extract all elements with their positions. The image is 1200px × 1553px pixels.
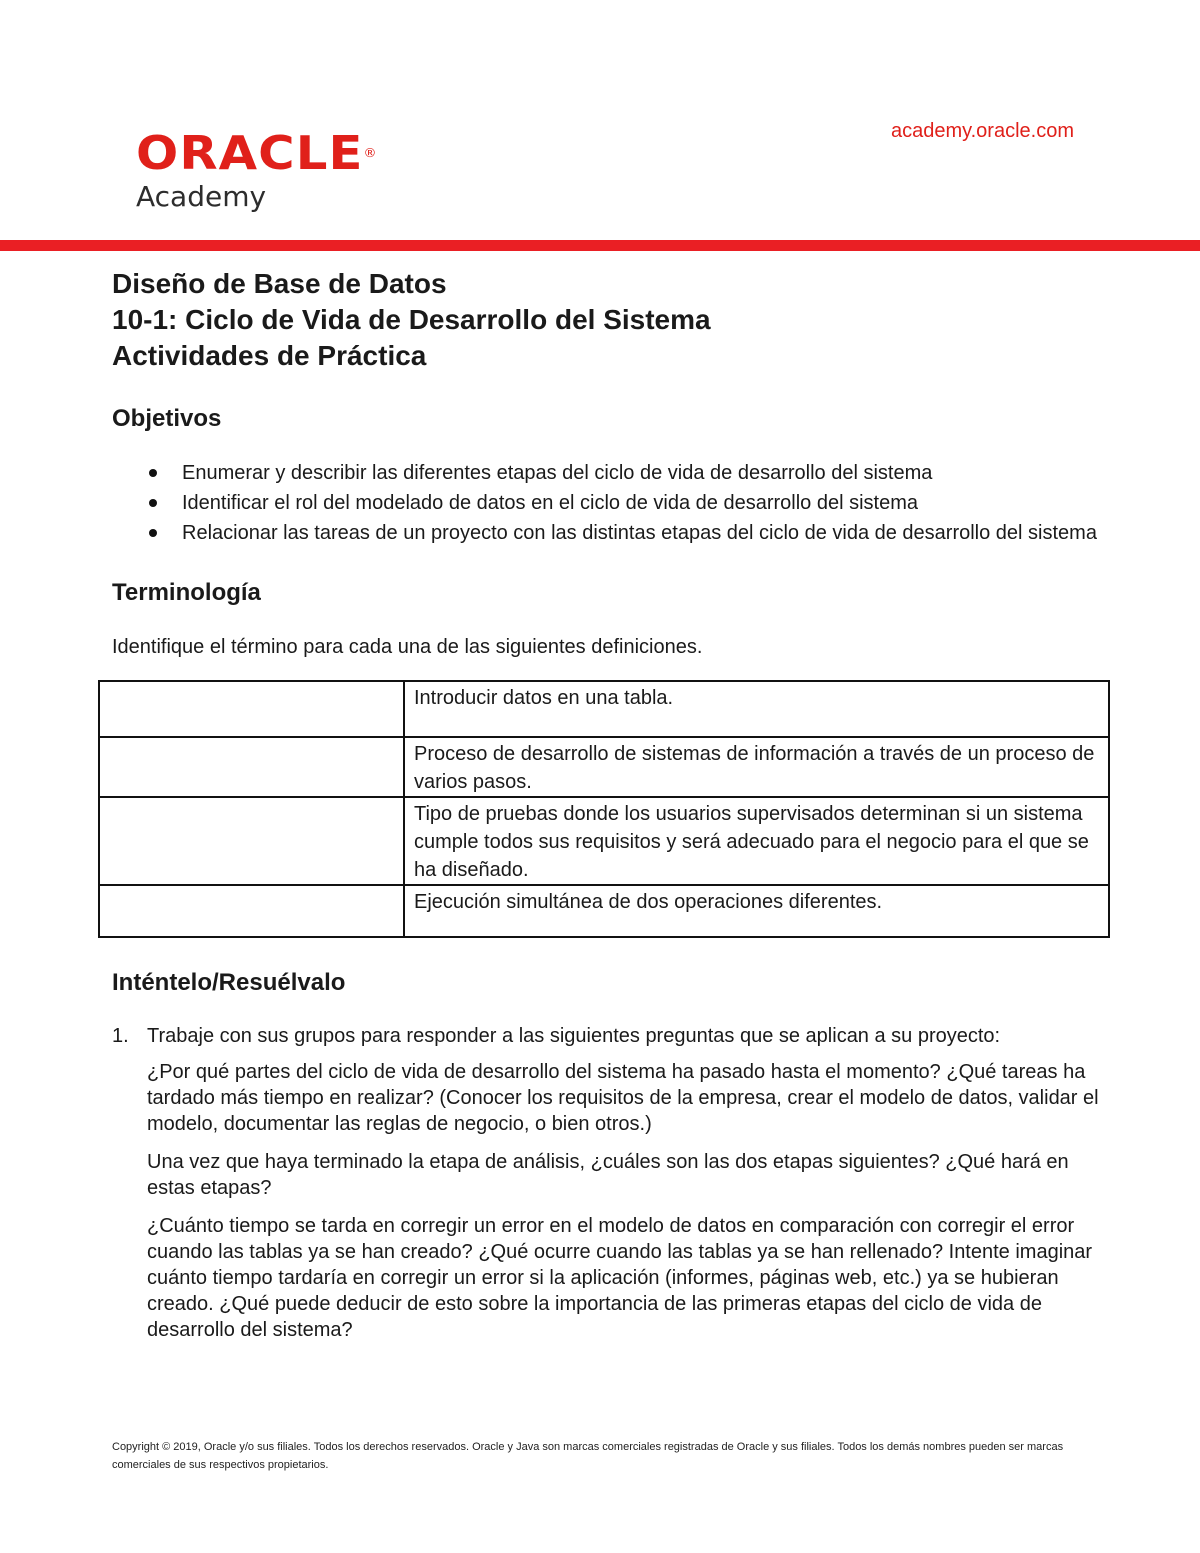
practice-heading: Inténtelo/Resuélvalo [112,969,346,996]
definition-cell: Ejecución simultánea de dos operaciones diferentes. [404,885,1109,937]
table-row [99,797,1109,885]
objective-item: Identificar el rol del modelado de datos en el ciclo de vida de desarrollo del sistema [182,490,1102,516]
oracle-academy-logo [136,126,378,213]
activity-title: Actividades de Práctica [112,340,427,371]
question-paragraph: ¿Cuánto tiempo se tarda en corregir un error en el modelo de datos en comparación con corregir el error cuando las tablas ya se han creado? ¿Qué ocurre cuando las tablas ya se han rellenado? Intente imaginar cuánto tiempo tardaría en corregir un error si la aplicación (informes, páginas web, etc.) ya se hubieran creado. ¿Qué puede deducir de esto sobre la importancia de las primeras etapas del ciclo de vida de desarrollo del sistema? [147,1215,1093,1341]
question-body [147,1023,1102,1343]
question-paragraph: Una vez que haya terminado la etapa de análisis, ¿cuáles son las dos etapas siguientes? ¿Qué hará en estas etapas? [147,1151,1069,1199]
question-number: 1. [112,1025,129,1047]
term-answer-cell[interactable] [99,797,404,885]
definition-cell: Introducir datos en una tabla. [404,681,1109,737]
terminology-table [98,680,1110,938]
terminology-heading: Terminología [112,579,261,606]
header-divider [0,240,1200,251]
logo-wordmark: ORACLE® [136,126,378,180]
terminology-instruction: Identifique el término para cada una de las siguientes definiciones. [112,636,703,658]
document-body [112,266,1102,660]
objective-item: Enumerar y describir las diferentes etapas del ciclo de vida de desarrollo del sistema [182,460,1102,486]
definition-cell: Proceso de desarrollo de sistemas de información a través de un proceso de varios pasos. [404,737,1109,797]
course-title: Diseño de Base de Datos [112,268,447,299]
lesson-title: 10-1: Ciclo de Vida de Desarrollo del Sistema [112,304,711,335]
term-answer-cell[interactable] [99,681,404,737]
logo-registered-mark: ® [363,146,378,160]
question-lead: Trabaje con sus grupos para responder a las siguientes preguntas que se aplican a su proyecto: [147,1025,1001,1047]
term-answer-cell[interactable] [99,885,404,937]
copyright-footer: Copyright © 2019, Oracle y/o sus filiales. Todos los derechos reservados. Oracle y Java son marcas comerciales registradas de Oracle y sus filiales. Todos los demás nombres pueden ser marcas comerciales de sus respectivos propietarios. [112,1441,1064,1471]
definition-cell: Tipo de pruebas donde los usuarios supervisados determinan si un sistema cumple todos sus requisitos y será adecuado para el negocio para el que se ha diseñado. [404,797,1109,885]
practice-section [112,968,1102,1355]
logo-subtitle: Academy [136,180,267,213]
objectives-list [112,460,1102,546]
question-paragraph: ¿Por qué partes del ciclo de vida de desarrollo del sistema ha pasado hasta el momento? ¿Qué tareas ha tardado más tiempo en realizar? (Conocer los requisitos de la empresa, crear el modelo de datos, validar el modelo, documentar las reglas de negocio, o bien otros.) [147,1061,1099,1135]
table-row [99,681,1109,737]
table-row [99,885,1109,937]
objective-item: Relacionar las tareas de un proyecto con las distintas etapas del ciclo de vida de desarrollo del sistema [182,520,1102,546]
site-url-link[interactable]: academy.oracle.com [890,120,1074,142]
objectives-heading: Objetivos [112,405,222,432]
term-answer-cell[interactable] [99,737,404,797]
table-row [99,737,1109,797]
